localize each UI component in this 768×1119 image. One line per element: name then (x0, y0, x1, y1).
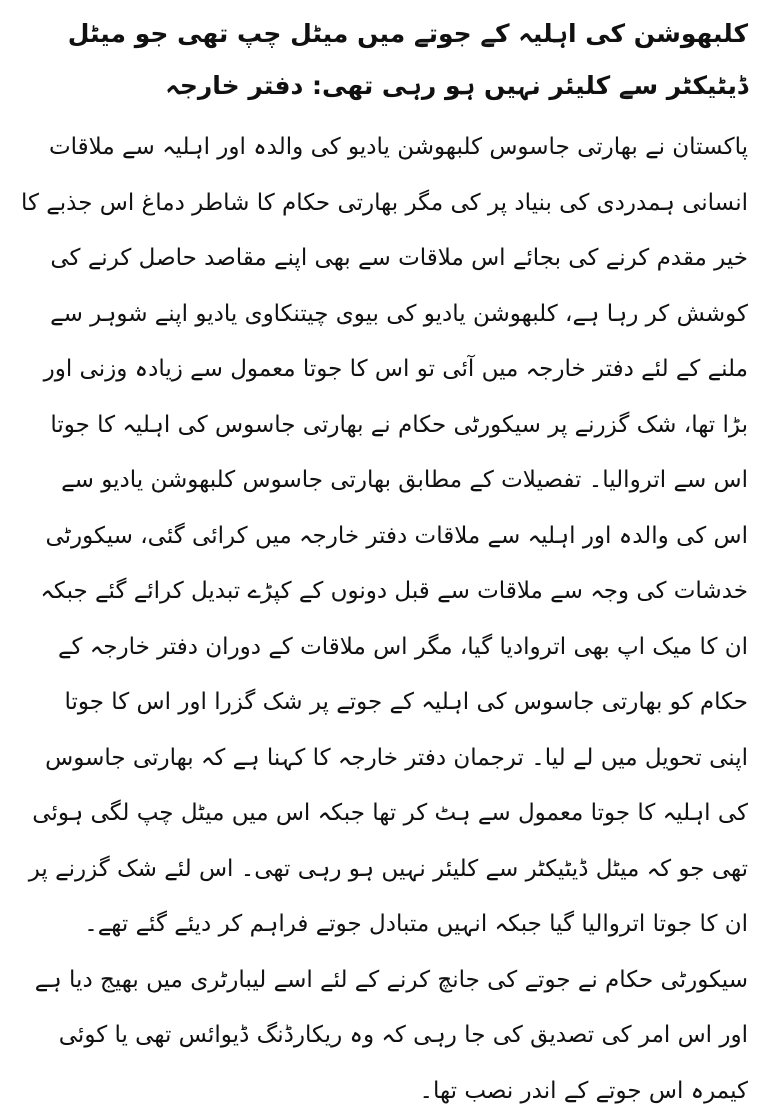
article-headline: کلبھوشن کی اہلیہ کے جوتے میں میٹل چپ تھی جو میٹل ڈیٹیکٹر سے کلیئر نہیں ہو رہی تھی: دفتر خارجہ (67, 19, 748, 100)
article-page (14, 8, 756, 1104)
article-body: پاکستان نے بھارتی جاسوس کلبھوشن یادیو کی والدہ اور اہلیہ سے ملاقات انسانی ہمدردی کی بنیاد پر کی مگر بھارتی حکام کا شاطر دماغ اس جذبے کا خیر مقدم کرنے کی بجائے اس ملاقات سے بھی اپنے مقاصد حاصل کرنے کی کوشش کر رہا ہے، کلبھوشن یادیو کی بیوی چیتنکاوی یادیو اپنے شوہر سے ملنے کے لئے دفتر خارجہ میں آئی تو اس کا جوتا معمول سے زیادہ وزنی اور بڑا تھا، شک گزرنے پر سیکورٹی حکام نے بھارتی جاسوس کی اہلیہ کا جوتا اس سے اتروالیا۔ تفصیلات کے مطابق بھارتی جاسوس کلبھوشن یادیو سے اس کی والدہ اور اہلیہ سے ملاقات دفتر خارجہ میں کرائی گئی، سیکورٹی خدشات کی وجہ سے ملاقات سے قبل دونوں کے کپڑے تبدیل کرائے گئے جبکہ ان کا میک اپ بھی اتروادیا گیا، مگر اس ملاقات کے دوران دفتر خارجہ کے حکام کو بھارتی جاسوس کی اہلیہ کے جوتے پر شک گزرا اور اس کا جوتا اپنی تحویل میں لے لیا۔ ترجمان دفتر خارجہ کا کہنا ہے کہ بھارتی جاسوس کی اہلیہ کا جوتا معمول سے ہٹ کر تھا جبکہ اس میں میٹل چپ لگی ہوئی تھی جو کہ میٹل ڈیٹیکٹر سے کلیئر نہیں ہو رہی تھی۔ اس لئے شک گزرنے پر ان کا جوتا اتروالیا گیا جبکہ انہیں متبادل جوتے فراہم کر دیئے گئے تھے۔ سیکورٹی حکام نے جوتے کی جانچ کرنے کے لئے اسے لیبارٹری میں بھیج دیا ہے اور اس امر کی تصدیق کی جا رہی کہ وہ ریکارڈنگ ڈیوائس تھی یا کوئی کیمرہ اس جوتے کے اندر نصب تھا۔ (21, 134, 748, 1104)
